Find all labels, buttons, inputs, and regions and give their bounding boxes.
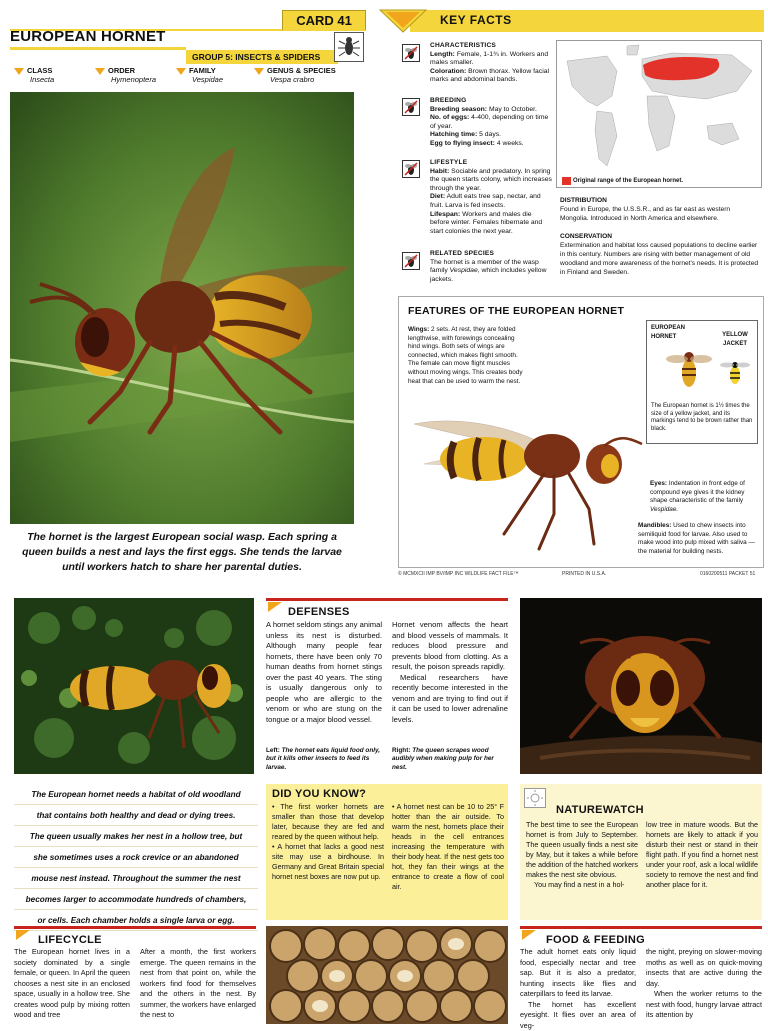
dyk-col-1: • The first worker hornets are smaller than those that develop later, because they are fed and reared by the queen without help. • A hornet that lacks a good nest site may use a birdhouse. In Germany and Great Britain special hornet nest boxes are now put up. bbox=[272, 802, 384, 881]
conservation-section: CONSERVATION Extermination and habitat loss caused populations to decline earlier in this century. Numbers are rising with better management of old woodland and more awareness of the hornet's needs. It is protected in Finland and Sweden. bbox=[560, 233, 759, 276]
compare-label-yellowjacket: YELLOW JACKET bbox=[722, 332, 748, 347]
mandibles-note: Mandibles: Used to chew insects into semiliquid food for larvae. Also used to make wood into pulp mixed with saliva —the material for building nests. bbox=[638, 522, 755, 555]
naturewatch-col-1: The best time to see the European hornet is from July to September. The queen usually finds a nest site by May, but it takes a while before the addition of the hatched workers makes the nest site obvious. You may find a nest in a hol- bbox=[526, 820, 638, 889]
map-legend: Original range of the European hornet. bbox=[573, 178, 684, 184]
triangle-marker-icon bbox=[14, 68, 24, 75]
page-title: EUROPEAN HORNET bbox=[10, 28, 166, 45]
bee-icon bbox=[402, 44, 420, 62]
distribution-section: DISTRIBUTION Found in Europe, the U.S.S.R., and as far east as western Mongolia. Introduced in North America and elsewhere. bbox=[560, 197, 731, 222]
wings-note: Wings: 2 sets. At rest, they are folded lengthwise, with forewings concealing hind wings. Both sets of wings are connected, which makes flight smooth. The female can move flight muscles without moving wings. This creates body heat that can be used to warm the nest. bbox=[408, 326, 523, 385]
defenses-rule bbox=[266, 598, 508, 601]
tax-family: FAMILY Vespidae bbox=[176, 66, 223, 84]
related-species-section: RELATED SPECIES The hornet is a member of the wasp family Vespidae, which includes yellow jackets. bbox=[430, 250, 547, 283]
characteristics-section: CHARACTERISTICS Length: Female, 1-1¾ in. Workers and males smaller. Coloration: Brown thorax. Yellow facial marks and abdominal bands. bbox=[430, 42, 549, 84]
features-title: FEATURES OF THE EUROPEAN HORNET bbox=[408, 305, 625, 317]
triangle-marker-icon bbox=[95, 68, 105, 75]
dyk-col-2: • A hornet nest can be 10 to 25° F hotter than the air outside. To warm the nest, hornets place their heads in the cell entrances increasing the temperature with their body heat. If the nest gets too hot, they fan their wings at the entrance to create a flow of cool air. bbox=[392, 802, 504, 891]
naturewatch-col-2: low tree in mature woods. But the hornets are likely to attack if you disturb their nest or stand in their flight path. If you find a hornet nest under your roof, ask a local wildlife society to remove the nest and find another place for it. bbox=[646, 820, 758, 889]
eyes-note: Eyes: Indentation in front edge of compound eye gives it the kidney shape characteristic of the family Vespidae. bbox=[650, 480, 745, 513]
lifecycle-rule bbox=[14, 926, 256, 929]
page-divider bbox=[0, 584, 768, 592]
packet-line: 0160200511 PACKET 51 bbox=[700, 571, 756, 577]
title-underline bbox=[10, 47, 186, 50]
lifestyle-section: LIFESTYLE Habit: Sociable and predatory. In spring the queen starts colony, which increases through the year. Diet: Adult eats tree sap, nectar, and fruit. Larva is fed insects. Lifespan: Workers and males die before winter. Females hibernate and start colonies the next year. bbox=[430, 159, 552, 235]
defenses-col-2: Hornet venom affects the heart and blood vessels of mammals. It reduces blood pressure and prevents blood from clotting. As a result, the poison spreads rapidly. Medical researchers have recently become interested in the venom and are trying to find out if it can be used to lower adrenaline levels. bbox=[392, 620, 508, 724]
hornet-photo bbox=[10, 92, 354, 524]
tax-class: CLASS Insecta bbox=[14, 66, 54, 84]
did-you-know-title: DID YOU KNOW? bbox=[272, 788, 367, 800]
triangle-marker-icon bbox=[176, 68, 186, 75]
caption-right: Right: The queen scrapes wood audibly when making pulp for her nest. bbox=[392, 747, 494, 771]
food-col-2: the night, preying on slower-moving moths as well as on quick-moving insects that are active during the day. When the worker returns to the nest with food, hungry larvae attract its attention by bbox=[646, 947, 762, 1019]
size-comparison-box bbox=[646, 320, 758, 444]
breeding-section: BREEDING Breeding season: May to October. No. of eggs: 4-400, depending on time of year. Hatching time: 5 days. Egg to flying insect: 4 weeks. bbox=[430, 97, 549, 147]
habitat-text: The European hornet needs a habitat of old woodland that contains both healthy and dead or dying trees. The queen usually makes her nest in a hollow tree, but she sometimes uses a rock crevice or an abandoned mouse nest instead. Throughout the summer the nest becomes larger to accommodate hundreds of chambers, or cells. Each chamber holds a single larva or egg. bbox=[14, 784, 258, 931]
caption-left: Left: The hornet eats liquid food only, but it kills other insects to feed its larvae. bbox=[266, 747, 381, 771]
defenses-col-1: A hornet seldom stings any animal unless its nest is disturbed. Although many people fear hornets, there have been only 70 human deaths from hornet stings over the past 40 years. The sting is usually dangerous only to people who are allergic to the venom or who are stung on the tongue or a major blood vessel. bbox=[266, 620, 382, 724]
group-label: GROUP 5: INSECTS & SPIDERS bbox=[186, 50, 338, 64]
key-facts-title: KEY FACTS bbox=[440, 13, 512, 27]
main-caption: The hornet is the largest European social wasp. Each spring a queen builds a nest and lays the first eggs. She tends the larvae until workers hatch to share her parental duties. bbox=[22, 531, 342, 573]
lifecycle-col-2: After a month, the first workers emerge. The queen remains in the nest from that point on, while the workers find food for themselves and the others in the nest. By summer, the workers have enlarged the nest to bbox=[140, 947, 256, 1019]
naturewatch-title: NATUREWATCH bbox=[556, 804, 644, 816]
flag-icon bbox=[16, 930, 30, 940]
nest-comb-photo bbox=[266, 926, 508, 1024]
did-you-know-panel bbox=[266, 784, 508, 920]
defenses-title: DEFENSES bbox=[288, 606, 350, 618]
compare-label-hornet: EUROPEAN HORNET bbox=[651, 325, 686, 340]
flag-icon bbox=[268, 602, 282, 612]
bee-icon bbox=[402, 160, 420, 178]
triangle-marker-icon bbox=[254, 68, 264, 75]
flag-icon bbox=[522, 930, 536, 940]
hornet-diagram bbox=[404, 404, 644, 554]
tax-order: ORDER Hymenoptera bbox=[95, 66, 156, 84]
food-title: FOOD & FEEDING bbox=[546, 934, 645, 946]
key-facts-header-bar bbox=[380, 10, 764, 32]
lifecycle-col-1: The European hornet lives in a society dominated by a single female, or queen. In April the queen chooses a nest site in an enclosed space, usually in a hollow tree. She creates wood pulp by mixing rotten wood and tree bbox=[14, 947, 130, 1019]
range-map bbox=[556, 40, 762, 188]
bee-icon bbox=[402, 252, 420, 270]
sun-icon bbox=[524, 788, 546, 808]
naturewatch-panel bbox=[520, 784, 762, 920]
lifecycle-title: LIFECYCLE bbox=[38, 934, 102, 946]
food-rule bbox=[520, 926, 762, 929]
card-number: CARD 41 bbox=[282, 10, 366, 30]
bee-icon bbox=[402, 98, 420, 116]
map-legend-swatch bbox=[562, 177, 571, 185]
food-col-1: The adult hornet eats only liquid food, especially nectar and tree sap. But it is also a predator, hunting insects like flies and caterpillars to feed its larvae. The hornet has excellent eyesight. It flies over an area of veg- bbox=[520, 947, 636, 1030]
copyright-line: © MCMXCII IMP BV/IMP INC WILDLIFE FACT FILE™ bbox=[398, 571, 519, 577]
hornet-face-photo bbox=[520, 598, 762, 774]
tax-genus-species: GENUS & SPECIES Vespa crabro bbox=[254, 66, 336, 84]
hornet-eating-photo bbox=[14, 598, 254, 774]
compare-text: The European hornet is 1½ times the size of a yellow jacket, and its markings tend to be brown rather than black. bbox=[651, 403, 753, 432]
bug-badge-icon bbox=[334, 32, 364, 62]
printed-line: PRINTED IN U.S.A. bbox=[562, 571, 607, 577]
